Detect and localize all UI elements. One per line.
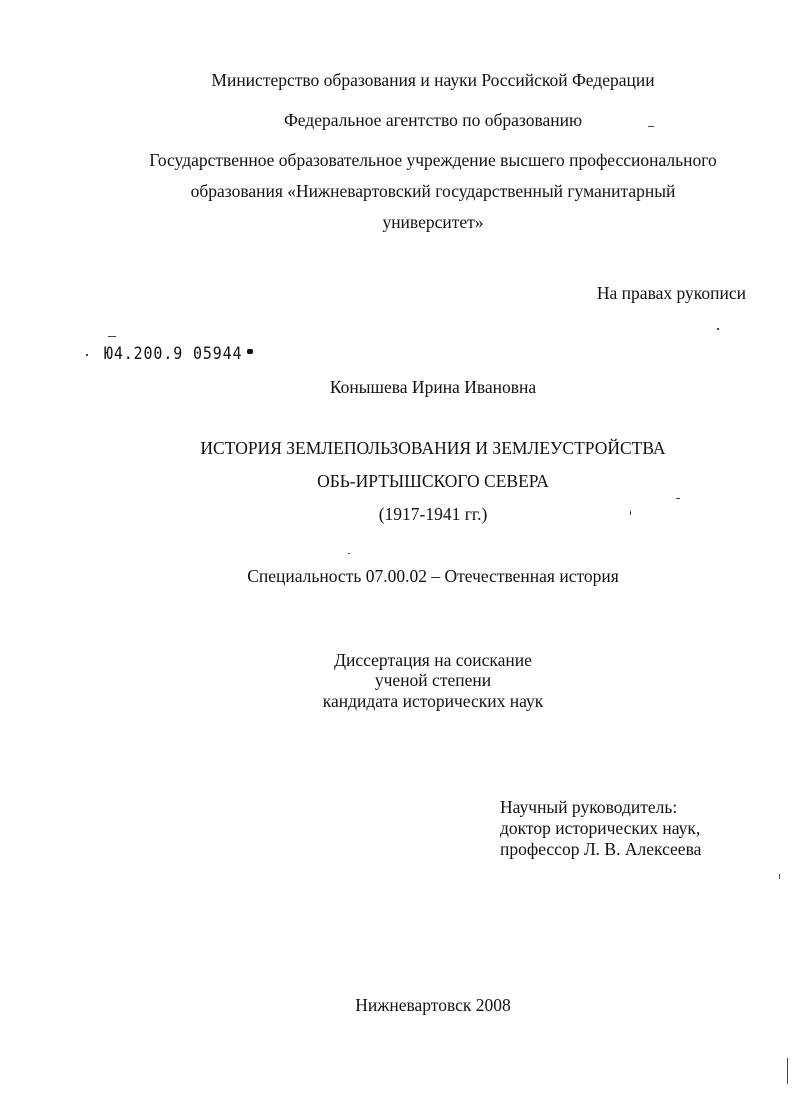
- scan-speck: [676, 498, 680, 499]
- scan-speck: [348, 553, 350, 554]
- institution-line-3: университет»: [382, 212, 484, 232]
- agency-name: Федеральное агентство по образованию: [283, 110, 583, 130]
- institution-line-2: образования «Нижневартовский государственный гуманитарный: [190, 181, 676, 201]
- scan-speck: [648, 126, 654, 127]
- dissertation-line-2: ученой степени: [374, 670, 492, 690]
- supervisor-name: профессор Л. В. Алексеева: [500, 839, 702, 859]
- title-line-3: (1917-1941 гг.): [378, 504, 488, 524]
- scan-speck: [717, 328, 719, 330]
- supervisor-label: Научный руководитель:: [500, 797, 678, 817]
- supervisor-degree: доктор исторических наук,: [500, 818, 701, 838]
- title-line-2: ОБЬ-ИРТЫШСКОГО СЕВЕРА: [317, 471, 549, 491]
- scan-speck: [630, 511, 631, 515]
- scan-speck: [86, 354, 88, 356]
- scan-speck: [108, 336, 116, 337]
- scan-speck: [787, 1058, 788, 1084]
- author-name: Конышева Ирина Ивановна: [329, 377, 537, 397]
- library-stamp-number: Ю4.200.9 05944: [104, 344, 243, 364]
- institution-line-1: Государственное образовательное учреждение высшего профессионального: [149, 150, 717, 170]
- title-line-1: ИСТОРИЯ ЗЕМЛЕПОЛЬЗОВАНИЯ И ЗЕМЛЕУСТРОЙСТВА: [200, 438, 666, 458]
- ministry-name: Министерство образования и науки Российской Федерации: [211, 70, 655, 90]
- stamp-mark: [247, 349, 253, 354]
- dissertation-line-3: кандидата исторических наук: [322, 691, 544, 711]
- specialty: Специальность 07.00.02 – Отечественная история: [247, 566, 619, 586]
- dissertation-line-1: Диссертация на соискание: [334, 650, 532, 670]
- scan-speck: [779, 874, 780, 879]
- manuscript-note: На правах рукописи: [596, 283, 746, 303]
- city-year: Нижневартовск 2008: [355, 995, 511, 1015]
